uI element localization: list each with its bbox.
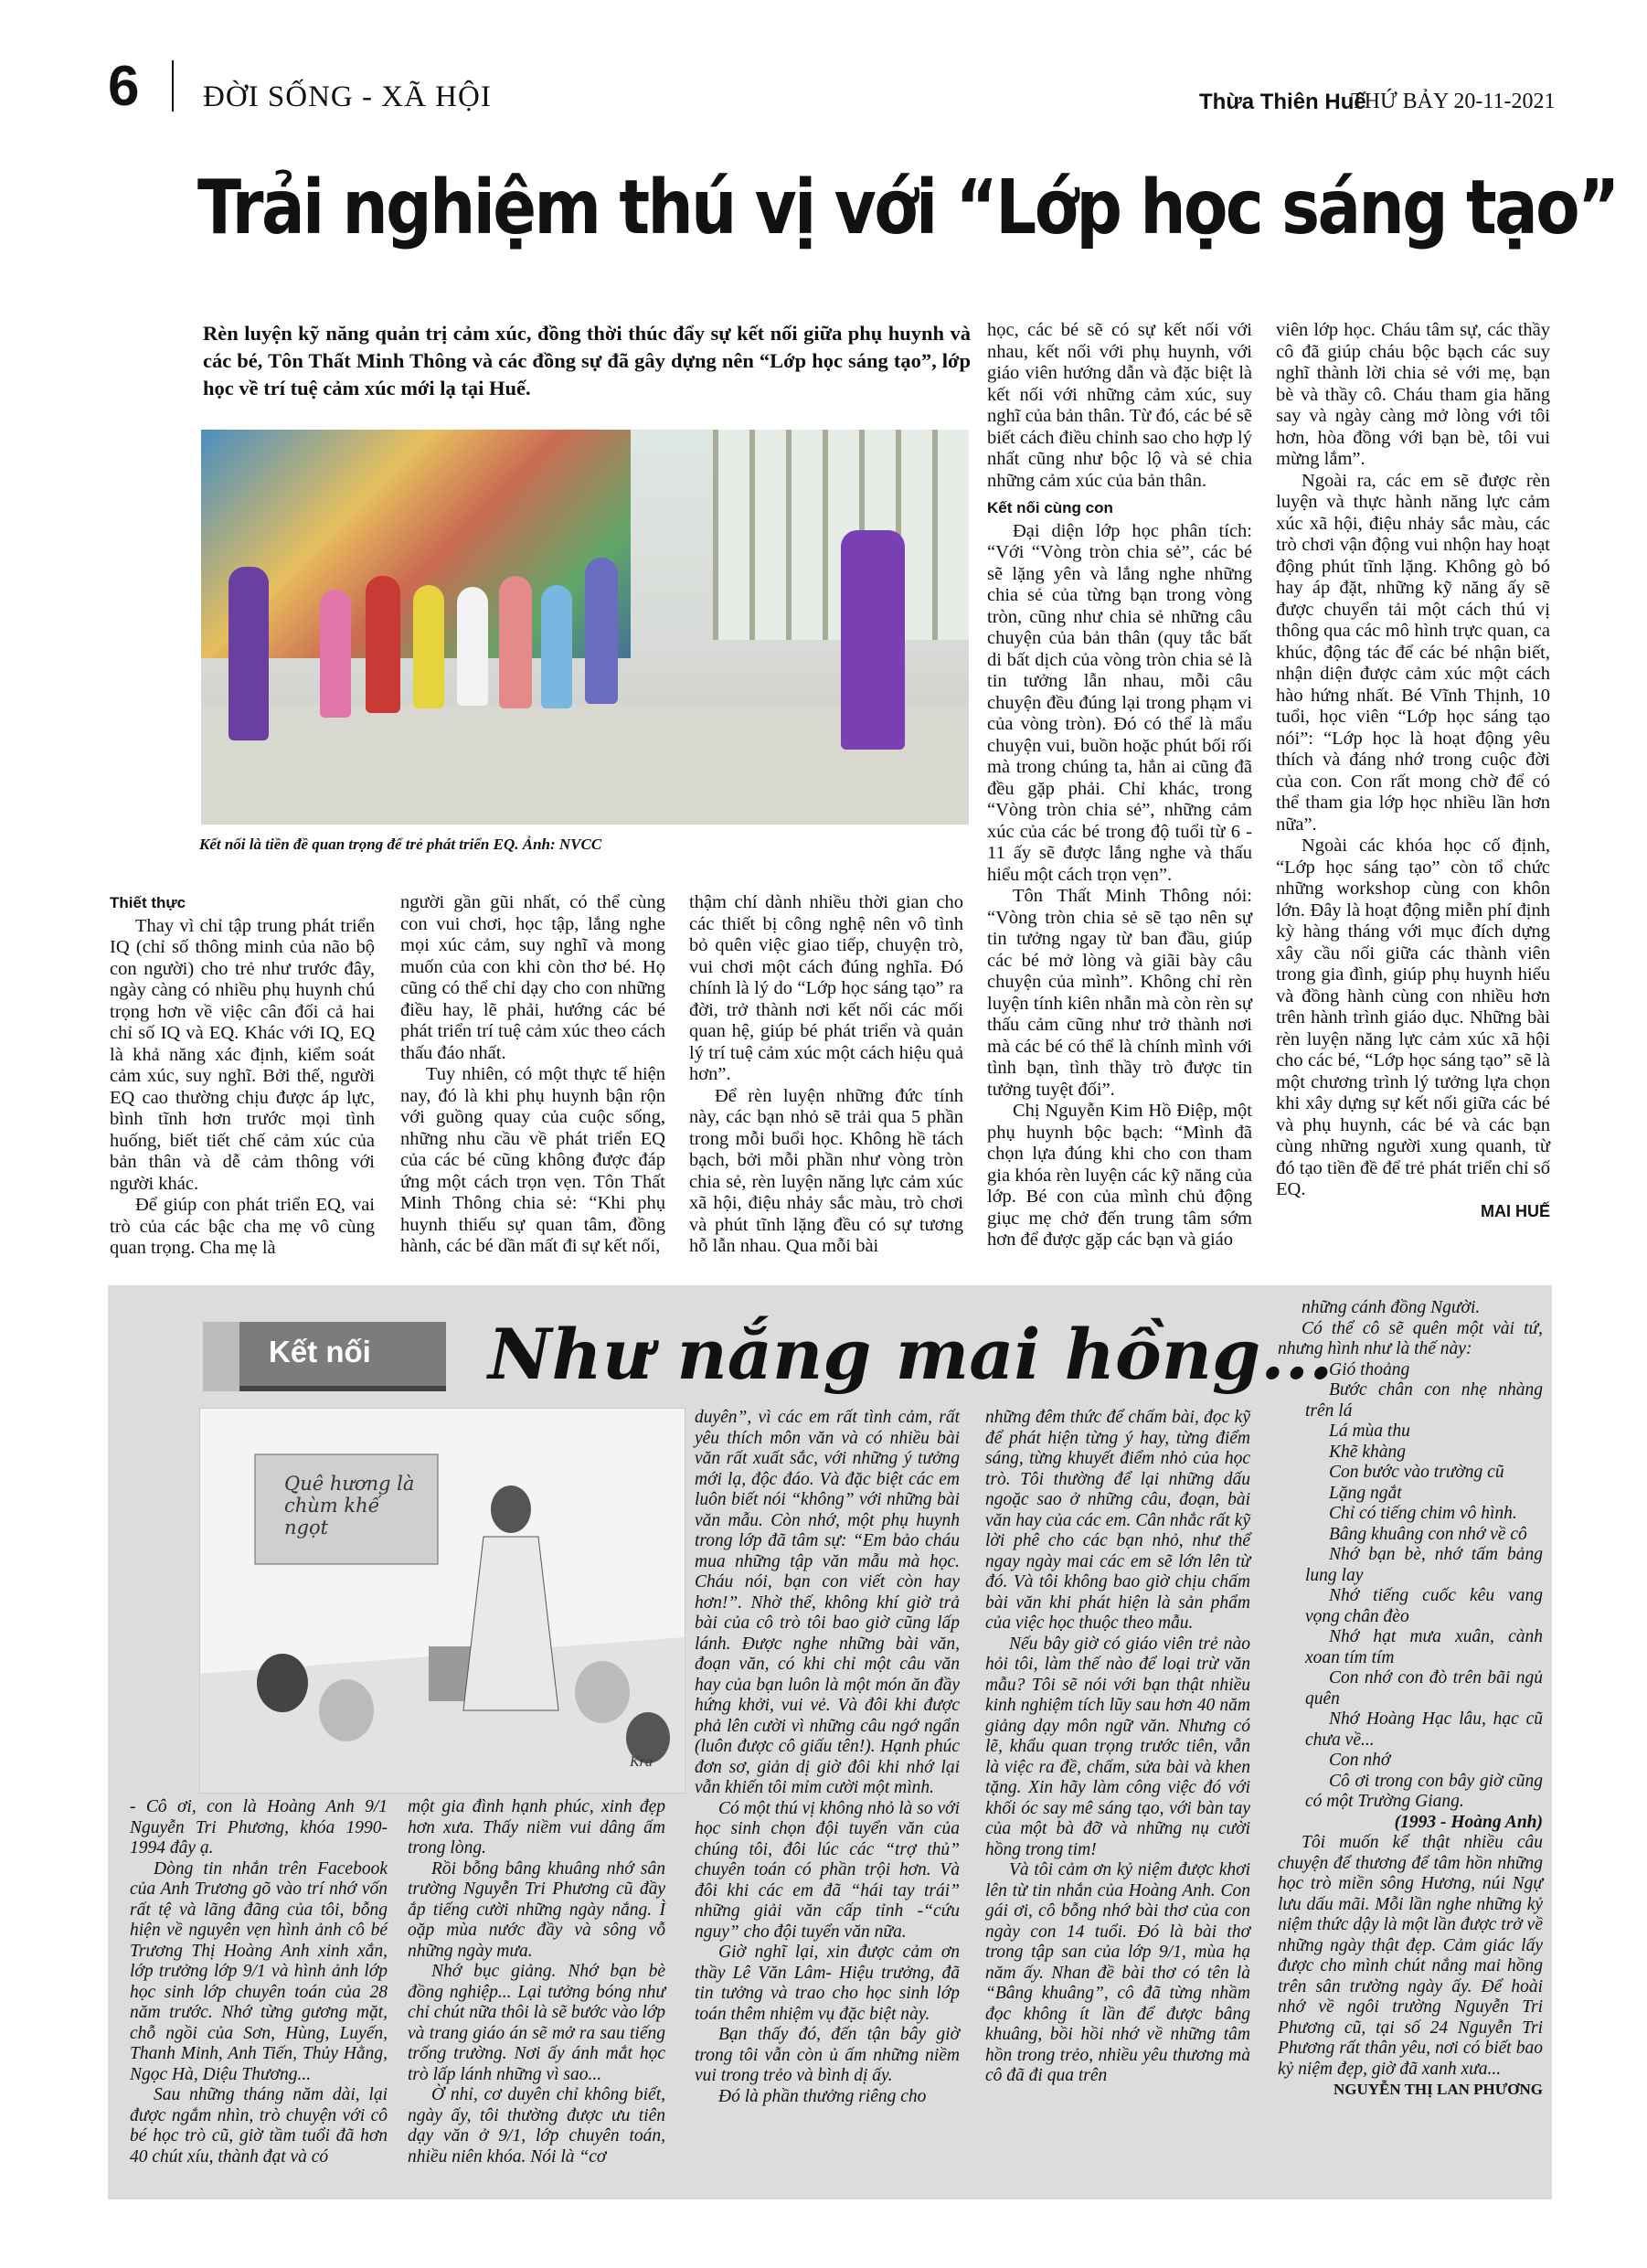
paragraph: thậm chí dành nhiều thời gian cho các thiết bị công nghệ nên vô tình bỏ quên việc giao tiếp, chuyện trò, vui chơi một cách đúng nghĩa. Đó chính là lý do “Lớp học sáng tạo” ra đời, trở thành nơi kết nối các mối quan hệ, giúp bé phát triển và quản lý trí tuệ cảm xúc một cách hiệu quả hơn”.: [689, 892, 963, 1084]
classroom-sketch: [199, 1408, 685, 1794]
feature-byline: NGUYỄN THỊ LAN PHƯƠNG: [1333, 2081, 1543, 2098]
paragraph: Chị Nguyễn Kim Hồ Điệp, một phụ huynh bộc bạch: “Mình đã chọn lựa đúng khi cho con tham gia khóa rèn luyện các kỹ năng của lớp. Bé con của mình chủ động giục mẹ chở đến trung tâm sớm hơn để được gặp các bạn và giáo: [987, 1101, 1252, 1250]
poem-attribution: (1993 - Hoàng Anh): [1394, 1812, 1543, 1832]
sketch-chalkboard-text: Quê hương là chùm khế ngọt: [284, 1473, 415, 1539]
article-byline: MAI HUẾ: [1481, 1201, 1550, 1220]
article-photo: [201, 430, 969, 825]
article-title: Trải nghiệm thú vị với “Lớp học sáng tạo”: [197, 165, 1618, 251]
poem-line: Con nhớ con đò trên bãi ngủ quên: [1305, 1668, 1543, 1709]
poem-line: Cô ơi trong con bây giờ cũng có một Trường Giang.: [1305, 1771, 1543, 1811]
paragraph: những đêm thức để chấm bài, đọc kỹ để phát hiện từng ý hay, từng điểm sáng, từng khuyết điểm nhỏ của học trò. Tôi thường để lại những dấu ngoặc sao ở những câu, đoạn, bài văn hay của các em. Cân nhắc rất kỹ lời phê cho các bạn nhỏ, như thể ngay ngày mai các em sẽ lớn lên từ đó. Và tôi không bao giờ chịu chấm bài văn khi phát hiện là sản phẩm của việc học thuộc theo mẫu.: [985, 1408, 1250, 1633]
child-figure: [366, 576, 400, 713]
paragraph: Dòng tin nhắn trên Facebook của Anh Trương gõ vào trí nhớ vốn rất tệ và lãng đãng của tôi, bỗng hiện về nguyên vẹn hình ảnh cô bé Trương Thị Hoàng Anh xinh xắn, lớp trưởng lớp 9/1 và hình ảnh lớp học sinh lớp chuyên toán của 28 năm trước. Nhớ từng gương mặt, chỗ ngồi của Sơn, Hùng, Luyến, Thanh Minh, Anh Tiến, Thủy Hằng, Ngọc Hà, Diệu Thương...: [130, 1858, 388, 2084]
poem-line: Bước chân con nhẹ nhàng trên lá: [1305, 1380, 1543, 1421]
child-figure: [413, 585, 444, 708]
poem-line: Nhớ tiếng cuốc kêu vang vọng chân đèo: [1305, 1586, 1543, 1626]
poem-line: Nhớ bạn bè, nhớ tấm bảng lung lay: [1305, 1545, 1543, 1585]
poem-line: Lá mùa thu: [1329, 1421, 1410, 1441]
poem-line: Nhớ Hoàng Hạc lâu, hạc cũ chưa về...: [1305, 1709, 1543, 1750]
paragraph: người gần gũi nhất, có thể cùng con vui chơi, học tập, lắng nghe mọi xúc cảm, suy nghĩ và mong muốn của con khi còn thơ bé. Họ cũng có thể chỉ dạy cho con những điều hay, lẽ phải, hướng các bé phát triển trí tuệ cảm xúc theo cách thấu đáo nhất.: [400, 892, 665, 1063]
paragraph: Để giúp con phát triển EQ, vai trò của các bậc cha mẹ vô cùng quan trọng. Cha mẹ là: [110, 1195, 375, 1258]
feature-column-1: [130, 1797, 388, 2167]
poem-line: Lặng ngắt: [1329, 1483, 1402, 1503]
article-column-1: [110, 892, 375, 1260]
article-column-4: [987, 320, 1252, 1251]
child-figure: [499, 576, 532, 708]
feature-column-4: [985, 1408, 1250, 2087]
article-lead: Rèn luyện kỹ năng quản trị cảm xúc, đồng thời thúc đẩy sự kết nối giữa phụ huynh và các bé, Tôn Thất Minh Thông và các đồng sự đã gây dựng nên “Lớp học sáng tạo”, lớp học về trí tuệ cảm xúc mới lạ tại Huế.: [203, 322, 971, 399]
article-column-2: [400, 892, 665, 1258]
paragraph: - Cô ơi, con là Hoàng Anh 9/1 Nguyễn Tri Phương, khóa 1990-1994 đây ạ.: [130, 1797, 388, 1858]
paragraph: Tuy nhiên, có một thực tế hiện nay, đó là khi phụ huynh bận rộn với guồng quay của cuộc sống, những nhu cầu về phát triển EQ của các bé cũng không được đáp ứng một cách trọn vẹn. Tôn Thất Minh Thông chia sẻ: “Khi phụ huynh thiếu sự quan tâm, đồng hành, các bé dần mất đi sự kết nối,: [400, 1064, 665, 1256]
tag-accent: [203, 1322, 239, 1391]
subheading: Thiết thực: [110, 894, 186, 911]
paragraph: viên lớp học. Cháu tâm sự, các thầy cô đã giúp cháu bộc bạch các suy nghĩ thành lời chia sẻ với mẹ, bạn bè và thầy cô. Cháu tham gia hăng say và ngày càng mở lòng với tôi hơn, hòa đồng với bạn bè, tôi vui mừng lắm”.: [1276, 320, 1550, 469]
header-divider: [172, 60, 174, 112]
paragraph: Bạn thấy đó, đến tận bây giờ trong tôi vẫn còn ủ ấm những niềm vui trong trẻo và bình dị ấy.: [695, 2025, 960, 2085]
instructor-figure: [841, 530, 905, 750]
paragraph: học, các bé sẽ có sự kết nối với nhau, kết nối với phụ huynh, với giáo viên hướng dẫn và đặc biệt là kết nối với những cảm xúc, suy nghĩ của bản thân. Từ đó, các bé sẽ biết cách điều chỉnh sao cho hợp lý nhất cũng như bộc lộ và sẻ chia những cảm xúc của bản thân.: [987, 320, 1252, 491]
article-column-3: [689, 892, 963, 1258]
paragraph: duyên”, vì các em rất tình cảm, rất yêu thích môn văn và có nhiều bài văn rất xuất sắc, với những ý tưởng mới lạ, độc đáo. Và đặc biệt các em luôn biết nói “không” với những bài văn mẫu. Còn nhớ, một phụ huynh trong lớp đã tâm sự: “Em bảo cháu mua những tập văn mẫu mà học. Cháu nói, bạn con viết còn hay hơn!”. Nhờ thế, không khí giờ trả bài của cô trò tôi bao giờ cũng lấp lánh. Được nghe những bài văn, đoạn văn, có khi chỉ một câu văn hay của bạn luôn là một món ăn đầy hứng khởi, vui vẻ. Và đôi khi được phả lên cười vì những câu ngớ ngẩn (luôn được cô giấu tên!). Hạnh phúc đơn sơ, giản dị giờ đôi khi nhớ lại vẫn khiến tôi mỉm cười một mình.: [695, 1408, 960, 1797]
paragraph: Ngoài các khóa học cố định, “Lớp học sáng tạo” còn tổ chức những workshop cùng con khôn lớn. Đây là hoạt động miễn phí định kỳ hàng tháng với mục đích dựng xây cầu nối giữa các thành viên trong gia đình, giúp phụ huynh hiểu và đồng hành cùng con nhiều hơn trên hành trình giáo dục. Những bài rèn luyện năng lực cảm xúc xã hội cho các bé, “Lớp học sáng tạo” sẽ là một chương trình lý tưởng lựa chọn khi xây dựng sự kết nối giữa các bé và phụ huynh, các bé và các bạn cùng những người xung quanh, từ đó tạo tiền đề để trẻ phát triển chỉ số EQ.: [1276, 836, 1550, 1199]
paragraph: Ờ nhỉ, cơ duyên chỉ không biết, ngày ấy, tôi thường được ưu tiên dạy văn ở 9/1, lớp chuyên toán, nhiều niên khóa. Nói là “cơ: [408, 2085, 665, 2167]
child-figure: [457, 587, 488, 706]
poem-line: Con nhớ: [1329, 1751, 1391, 1770]
poem-line: Khẽ khàng: [1329, 1442, 1406, 1462]
paragraph: Có một thú vị không nhỏ là so với học sinh chọn đội tuyển văn của chúng tôi, đôi lúc các “trợ thủ” chuyên toán có phần trội hơn. Và đôi khi các em đã “hái tay trái” những giải văn cấp tỉnh -“cứu nguy” cho đội tuyển văn nữa.: [695, 1798, 960, 1942]
issue-date: THỨ BẢY 20-11-2021: [1351, 90, 1556, 113]
paragraph: Tôi muốn kể thật nhiều câu chuyện để thương để tâm hồn những học trò miền sông Hương, núi Ngự lưu dấu mãi. Mỗi lần nghe những kỷ niệm thức dậy là một lần được trở về những ngày thật đẹp. Cảm giác lấy được cho mình chút nắng mai hồng trên sân trường ngày ấy. Để hoài nhớ về ngôi trường Nguyễn Tri Phương cũ, tại số 24 Nguyễn Tri Phương rất thân yêu, nơi có biết bao kỷ niệm đẹp, giờ đã xanh xưa...: [1278, 1833, 1543, 2079]
paragraph: Để rèn luyện những đức tính này, các bạn nhỏ sẽ trải qua 5 phần trong mỗi buổi học. Không hề tách bạch, bởi mỗi phần như vòng tròn chia sẻ, rèn luyện năng lực cảm xúc xã hội, điệu nhảy sắc màu, trò chơi và phút tĩnh lặng đều có sự tương hỗ lẫn nhau. Qua mỗi bài: [689, 1085, 963, 1256]
paragraph: một gia đình hạnh phúc, xinh đẹp hơn xưa. Thấy niềm vui dâng ấm trong lòng.: [408, 1797, 665, 1858]
poem-line: Có thể cô sẽ quên một vài tứ, nhưng hình như là thế này:: [1278, 1318, 1543, 1358]
poem-line: Bâng khuâng con nhớ về cô: [1329, 1524, 1527, 1544]
paragraph: Sau những tháng năm dài, lại được ngắm nhìn, trò chuyện với cô bé học trò cũ, giờ tầm tuổi đã hơn 40 chút xíu, thành đạt và có: [130, 2085, 388, 2167]
poem-line: Nhớ hạt mưa xuân, cành xoan tím tím: [1305, 1627, 1543, 1667]
paragraph: Ngoài ra, các em sẽ được rèn luyện và thực hành năng lực cảm xúc xã hội, điệu nhảy sắc màu, các trò chơi vận động vui nhộn hay hoạt động phút tĩnh lặng. Không gò bó hay áp đặt, những kỹ năng ấy sẽ được chuyển tải một cách thú vị thông qua các mô hình trực quan, ca khúc, động tác để các bé nhận biết, nhận diện được cảm xúc một cách hào hứng nhất. Bé Vĩnh Thịnh, 10 tuổi, học viên “Lớp học sáng tạo nói”: “Lớp học là hoạt động yêu thích và đáng nhớ trong cuộc đời của con. Con rất mong chờ để có thể tham gia lớp học nhiều lần hơn nữa”.: [1276, 470, 1550, 835]
teacher-figure: [228, 567, 269, 740]
child-figure: [320, 590, 351, 718]
feature-title: Như nắng mai hồng...: [488, 1314, 1334, 1395]
article-column-5: [1276, 320, 1550, 1222]
photo-caption: Kết nối là tiền đề quan trọng để trẻ phát triển EQ. Ảnh: NVCC: [199, 836, 602, 853]
feature-column-2: [408, 1797, 665, 2167]
page-number: 6: [108, 55, 140, 118]
poem-line: Gió thoảng: [1329, 1359, 1410, 1379]
paragraph: Tôn Thất Minh Thông nói: “Vòng tròn chia sẻ sẽ tạo nên sự tin tưởng ngay từ ban đầu, giúp các bé mở lòng và giãi bày câu chuyện của mình”. Không chỉ rèn luyện tính kiên nhẫn mà còn rèn sự thấu cảm cũng như trở thành nơi mà các bé có thể là chính mình với tình bạn, tình thầy trò được tin tưởng tuyệt đối”.: [987, 886, 1252, 1100]
paragraph: Đó là phần thưởng riêng cho: [718, 2086, 927, 2106]
paragraph: Nhớ bục giảng. Nhớ bạn bè đồng nghiệp... Lại tưởng bóng như chỉ chút nữa thôi là sẽ bước vào lớp và trang giáo án sẽ mở ra sau tiếng trống trường. Nơi ấy ánh mắt học trò lấp lánh những vì sao...: [408, 1962, 665, 2084]
paragraph: Đại diện lớp học phân tích: “Với “Vòng tròn chia sẻ”, các bé sẽ lặng yên và lắng nghe những chia sẻ của từng bạn trong vòng tròn, cũng như chia sẻ những câu chuyện của bản thân (quy tắc bất di bất dịch của vòng tròn chia sẻ là tin tưởng lẫn nhau, mỗi câu chuyện đều đúng lại trong phạm vi của vòng tròn). Đó có thể là mẩu chuyện vui, buồn hoặc phút bối rối mà trong chúng ta, hẳn ai cũng đã đều gặp phải. Chỉ khác, trong “Vòng tròn chia sẻ”, những cảm xúc của các bé trong độ tuổi từ 6 - 11 ấy sẽ được lắng nghe và thấu hiểu một cách trọn vẹn”.: [987, 520, 1252, 885]
sketch-signature: Kra: [630, 1754, 653, 1770]
paragraph: Thay vì chỉ tập trung phát triển IQ (chỉ số thông minh của não bộ con người) cho trẻ như trước đây, ngày càng có nhiều phụ huynh chú trọng hơn về việc cân đối cả hai chỉ số IQ và EQ. Khác với IQ, EQ là khả năng xác định, kiểm soát cảm xúc, suy nghĩ. Bởi thế, người EQ cao thường chịu được áp lực, bình tĩnh hơn trước mọi tình huống, biết tiết chế cảm xúc của bản thân và dễ cảm thông với người khác.: [110, 915, 375, 1194]
newspaper-name: Thừa Thiên Huế: [1199, 90, 1366, 114]
section-tag-label: Kết nối: [269, 1335, 371, 1368]
sketch-drawing: [200, 1409, 685, 1793]
child-figure: [541, 585, 572, 708]
feature-column-3: [695, 1408, 960, 2107]
paragraph: Và tôi cảm ơn kỷ niệm được khơi lên từ tin nhắn của Hoàng Anh. Con gái ơi, cô bỗng nhớ bài thơ của con ngày con 14 tuổi. Đó là bài thơ trong tập san của lớp 9/1, mùa hạ năm ấy. Nhan đề bài thơ có tên là “Bâng khuâng”, cô đã từng nhầm đọc không ít lần để được bâng khuâng, bồi hồi nhớ về những tâm hồn trong trẻo, nhiều yêu thương mà cô đã đi qua trên: [985, 1860, 1250, 2085]
subheading: Kết nối cùng con: [987, 499, 1113, 516]
adult-figure: [585, 558, 618, 704]
section-title: ĐỜI SỐNG - XÃ HỘI: [203, 80, 492, 113]
paragraph: Nếu bây giờ có giáo viên trẻ nào hỏi tôi, làm thế nào để loại trừ văn mẫu? Tôi sẽ nói với bạn thật nhiều kinh nghiệm tích lũy sau hơn 40 năm giảng dạy môn ngữ văn. Nhưng có lẽ, khẩu quan trọng trước tiên, vẫn là việc ra đề, chấm, sửa bài và khen tặng. Xin hãy làm công việc đó với khối óc say mê sáng tạo, với bàn tay của một bà đỡ và những nụ cười hồng trong tim!: [985, 1634, 1250, 1859]
poem-line: Chỉ có tiếng chim vô hình.: [1329, 1504, 1517, 1523]
feature-column-5: [1278, 1298, 1543, 2101]
poem-line: Con bước vào trường cũ: [1329, 1463, 1504, 1482]
poem-line: những cánh đồng Người.: [1302, 1298, 1481, 1317]
paragraph: Rồi bỗng bâng khuâng nhớ sân trường Nguyễn Tri Phương cũ đầy ắp tiếng cười những ngày nắng. Ì oặp mùa nước đầy và sông vỗ những ngày mưa.: [408, 1858, 665, 1961]
paragraph: Giờ nghĩ lại, xin được cảm ơn thầy Lê Văn Lâm- Hiệu trưởng, đã tin tưởng và trao cho học sinh lớp toán thêm nhiệm vụ đặc biệt này.: [695, 1943, 960, 2024]
